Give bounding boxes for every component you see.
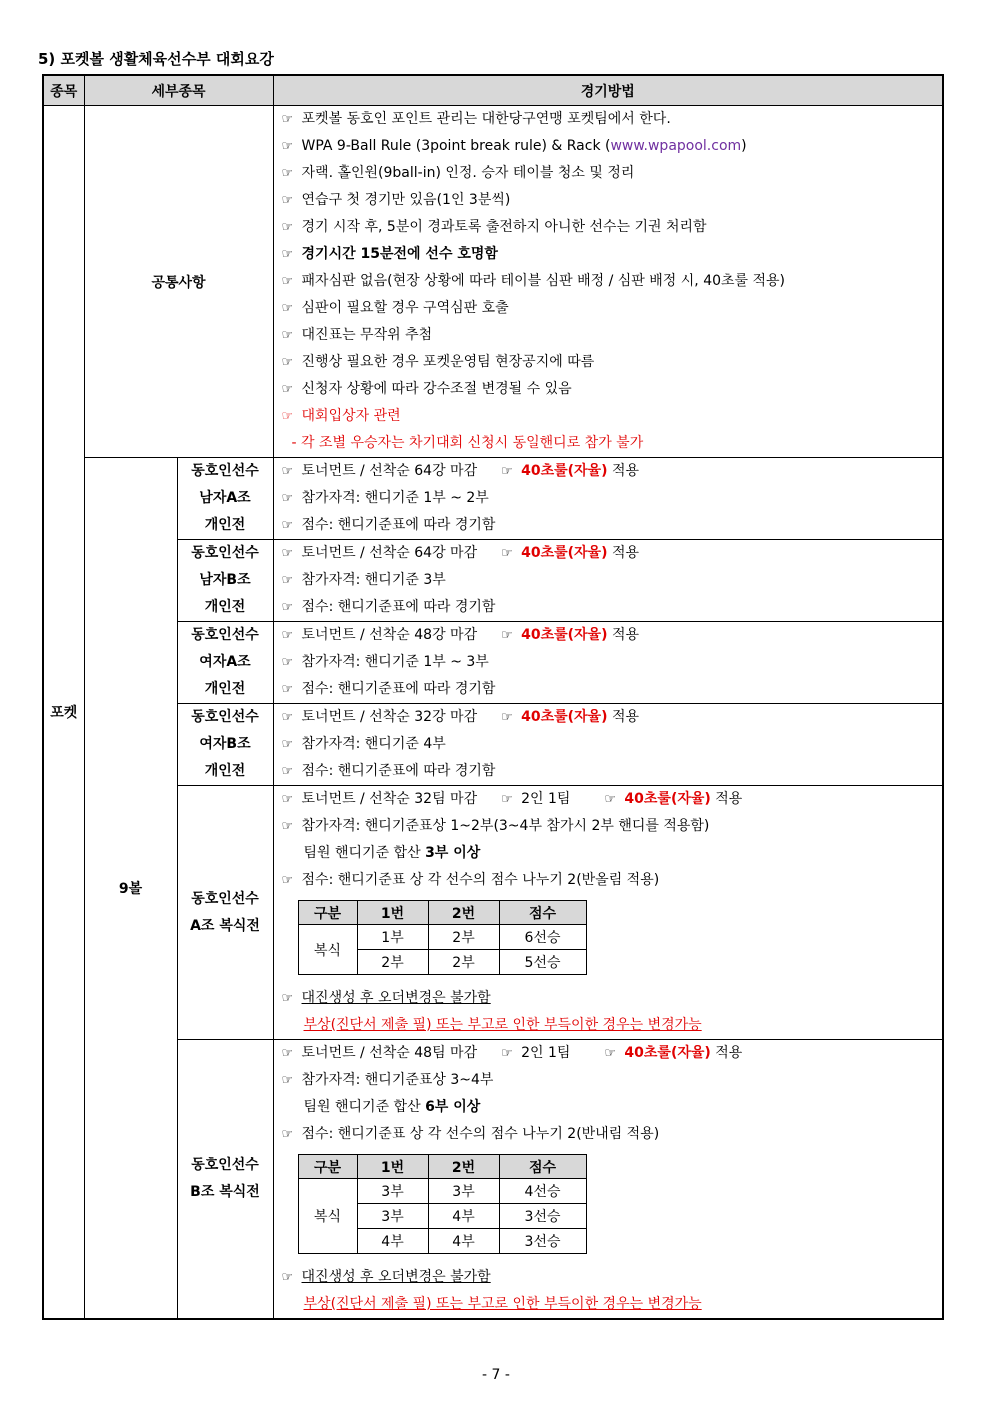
pointing-hand-icon: ☞ (281, 220, 294, 235)
pointing-hand-icon: ☞ (281, 193, 294, 208)
pointing-hand-icon: ☞ (501, 464, 513, 479)
rule-line: - 각 조별 우승자는 차기대회 신청시 동일핸디로 참가 불가 (291, 435, 644, 451)
rule-line: ☞ 패자심판 없음(현장 상황에 따라 테이블 심판 배정 / 심판 배정 시, 40초룰 적용) (274, 268, 942, 295)
header-row (43, 75, 943, 106)
rule-line: ☞ 경기시간 15분전에 선수 호명함 (274, 241, 942, 268)
rules-table (42, 74, 944, 1320)
pointing-hand-icon: ☞ (281, 873, 294, 888)
event-name: 동호인선수 A조 복식전 (177, 786, 273, 1040)
pointing-hand-icon: ☞ (281, 628, 294, 643)
pointing-hand-icon: ☞ (281, 355, 294, 370)
pointing-hand-icon: ☞ (281, 301, 294, 316)
rule-line: ☞ 포켓볼 동호인 포인트 관리는 대한당구연맹 포켓팀에서 한다. (274, 106, 942, 133)
pointing-hand-icon: ☞ (281, 382, 294, 397)
rule-line: ☞ 연습구 첫 경기만 있음(1인 3분씩) (274, 187, 942, 214)
page-number: - 7 - (482, 1367, 510, 1383)
pointing-hand-icon: ☞ (281, 274, 294, 289)
pointing-hand-icon: ☞ (281, 1073, 294, 1088)
event-name: 동호인선수 B조 복식전 (177, 1040, 273, 1320)
common-label: 공통사항 (84, 106, 273, 458)
event-row (43, 622, 943, 704)
pointing-hand-icon: ☞ (501, 1046, 513, 1061)
pointing-hand-icon: ☞ (281, 328, 294, 343)
pointing-hand-icon: ☞ (281, 819, 294, 834)
event-rules: ☞ 토너먼트 / 선착순 48강 마감 ☞ 40초룰(자율) 적용 ☞ 참가자격: 핸디기준 1부 ~ 3부 ☞ 점수: 핸디기준표에 따라 경기함 (273, 622, 943, 704)
common-row (43, 106, 943, 458)
pointing-hand-icon: ☞ (281, 682, 294, 697)
event-name: 동호인선수 남자A조 개인전 (177, 458, 273, 540)
pointing-hand-icon: ☞ (281, 792, 294, 807)
event-rules: ☞ 토너먼트 / 선착순 64강 마감 ☞ 40초룰(자율) 적용 ☞ 참가자격: 핸디기준 3부 ☞ 점수: 핸디기준표에 따라 경기함 (273, 540, 943, 622)
pointing-hand-icon: ☞ (501, 710, 513, 725)
pointing-hand-icon: ☞ (281, 112, 294, 127)
pointing-hand-icon: ☞ (281, 573, 294, 588)
pointing-hand-icon: ☞ (281, 464, 294, 479)
pointing-hand-icon: ☞ (281, 518, 294, 533)
pointing-hand-icon: ☞ (281, 247, 294, 262)
pointing-hand-icon: ☞ (281, 166, 294, 181)
pointing-hand-icon: ☞ (281, 710, 294, 725)
rule-line: ☞ 심판이 필요할 경우 구역심판 호출 (274, 295, 942, 322)
pointing-hand-icon: ☞ (281, 600, 294, 615)
pointing-hand-icon: ☞ (281, 491, 294, 506)
header-detail: 세부종목 (84, 75, 273, 106)
pointing-hand-icon: ☞ (604, 792, 617, 807)
pointing-hand-icon: ☞ (281, 1046, 294, 1061)
event-row (43, 458, 943, 540)
event-rules: ☞ 토너먼트 / 선착순 32팀 마감 ☞ 2인 1팀 ☞ 40초룰(자율) 적용 ☞ 참가자격: 핸디기준표상 1~2부(3~4부 참가시 2부 핸디를 적용함) 팀원 핸디기준 합산 3부 이상 ☞ 점수: 핸디기준표 상 각 선수의 점수 나누기 2(반올림 적용) 구분 1번 2번 점수 복식 1부 2부 6선승 2부 2부 5선승 ☞ 대진생성 후 오더변경은 불가함 부상(진단서 제출 필) 또는 부고로 인한 부득이한 경우는 변경가능 (273, 786, 943, 1040)
pointing-hand-icon: ☞ (281, 1270, 294, 1285)
game-cell: 9볼 (84, 458, 177, 1320)
event-name: 동호인선수 남자B조 개인전 (177, 540, 273, 622)
header-category: 종목 (43, 75, 84, 106)
score-table: 구분 1번 2번 점수 복식 1부 2부 6선승 2부 2부 5선승 (298, 900, 587, 975)
pointing-hand-icon: ☞ (501, 628, 513, 643)
event-row (43, 786, 943, 1040)
event-rules: ☞ 토너먼트 / 선착순 32강 마감 ☞ 40초룰(자율) 적용 ☞ 참가자격: 핸디기준 4부 ☞ 점수: 핸디기준표에 따라 경기함 (273, 704, 943, 786)
rule-line: ☞ 자랙. 홀인원(9ball-in) 인정. 승자 테이블 청소 및 정리 (274, 160, 942, 187)
rule-line: ☞ 대회입상자 관련 (274, 403, 942, 430)
pointing-hand-icon: ☞ (281, 139, 294, 154)
rule-line: ☞ 신청자 상황에 따라 강수조절 변경될 수 있음 (274, 376, 942, 403)
section-title: 5) 포켓볼 생활체육선수부 대회요강 (38, 50, 274, 68)
pointing-hand-icon: ☞ (281, 546, 294, 561)
rule-line: ☞ 대진표는 무작위 추첨 (274, 322, 942, 349)
wpa-link[interactable]: www.wpapool.com (610, 138, 742, 154)
pointing-hand-icon: ☞ (281, 655, 294, 670)
rule-line: ☞ 경기 시작 후, 5분이 경과토록 출전하지 아니한 선수는 기권 처리함 (274, 214, 942, 241)
pointing-hand-icon: ☞ (281, 409, 294, 424)
rule-line: ☞ 진행상 필요한 경우 포켓운영팀 현장공지에 따름 (274, 349, 942, 376)
pointing-hand-icon: ☞ (501, 792, 513, 807)
pointing-hand-icon: ☞ (281, 737, 294, 752)
event-name: 동호인선수 여자A조 개인전 (177, 622, 273, 704)
pointing-hand-icon: ☞ (501, 546, 513, 561)
pointing-hand-icon: ☞ (281, 764, 294, 779)
event-rules: ☞ 토너먼트 / 선착순 48팀 마감 ☞ 2인 1팀 ☞ 40초룰(자율) 적용 ☞ 참가자격: 핸디기준표상 3~4부 팀원 핸디기준 합산 6부 이상 ☞ 점수: 핸디기준표 상 각 선수의 점수 나누기 2(반내림 적용) 구분 1번 2번 점수 복식 3부 3부 4선승 3부 4부 3선승 4부 4부 3선승 ☞ 대진생성 후 오더변경은 불가함 부상(진단서 제출 필) 또는 부고로 인한 부득이한 경우는 변경가능 (273, 1040, 943, 1320)
category-cell: 포켓 (43, 106, 84, 1320)
event-row (43, 540, 943, 622)
header-method: 경기방법 (273, 75, 943, 106)
pointing-hand-icon: ☞ (604, 1046, 617, 1061)
event-name: 동호인선수 여자B조 개인전 (177, 704, 273, 786)
pointing-hand-icon: ☞ (281, 991, 294, 1006)
rule-line: ☞ WPA 9-Ball Rule (3point break rule) & Rack (www.wpapool.com) (274, 133, 942, 160)
common-rules (273, 106, 943, 458)
event-rules: ☞ 토너먼트 / 선착순 64강 마감 ☞ 40초룰(자율) 적용 ☞ 참가자격: 핸디기준 1부 ~ 2부 ☞ 점수: 핸디기준표에 따라 경기함 (273, 458, 943, 540)
event-row (43, 704, 943, 786)
event-row (43, 1040, 943, 1320)
pointing-hand-icon: ☞ (281, 1127, 294, 1142)
score-table: 구분 1번 2번 점수 복식 3부 3부 4선승 3부 4부 3선승 4부 4부 3선승 (298, 1154, 587, 1254)
